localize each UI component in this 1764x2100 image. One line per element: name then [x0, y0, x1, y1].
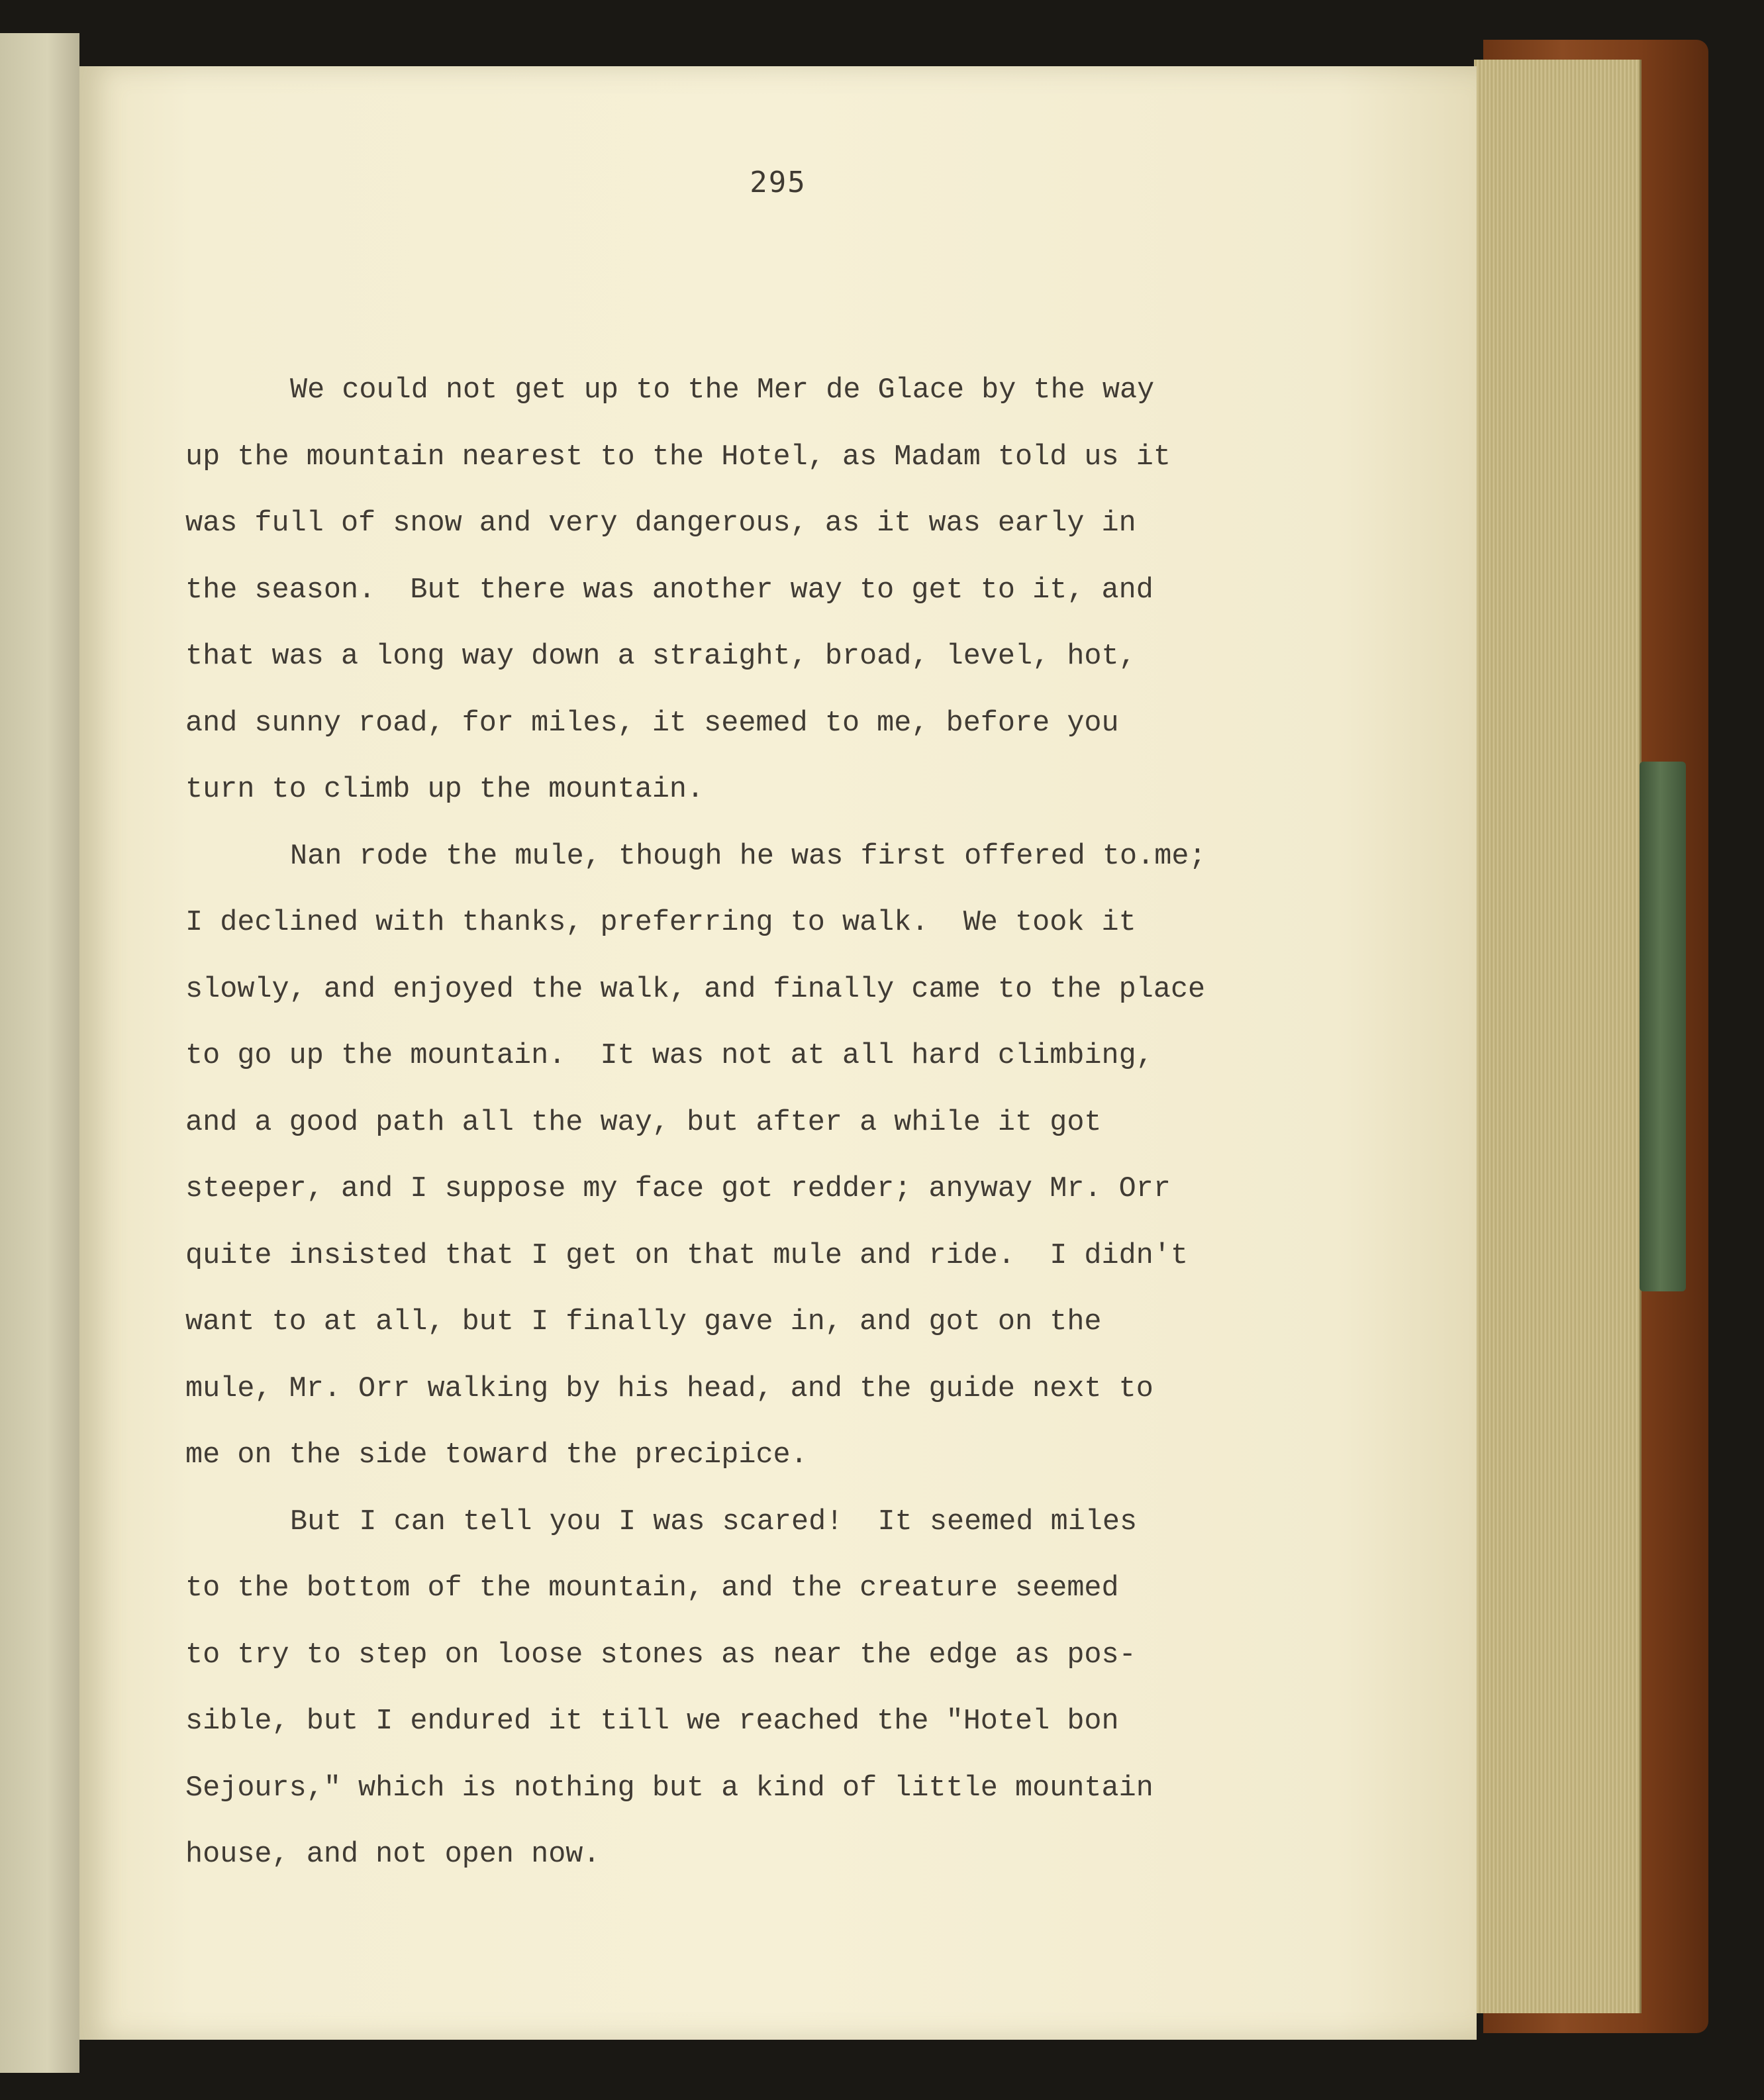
- text-line: and sunny road, for miles, it seemed to me, before you: [185, 707, 1119, 740]
- text-line: was full of snow and very dangerous, as it was early in: [185, 507, 1136, 540]
- text-line: to try to step on loose stones as near the edge as pos-: [185, 1638, 1136, 1672]
- facing-page: [0, 33, 79, 2073]
- text-line: the season. But there was another way to get to it, and: [185, 574, 1153, 607]
- ribbon-bookmark: [1640, 762, 1686, 1291]
- text-line: slowly, and enjoyed the walk, and finally came to the place: [185, 973, 1206, 1006]
- text-line: that was a long way down a straight, broad, level, hot,: [185, 640, 1136, 673]
- text-line: turn to climb up the mountain.: [185, 774, 705, 806]
- text-line: Nan rode the mule, though he was first offered to.me;: [290, 840, 1206, 873]
- text-line: We could not get up to the Mer de Glace by the way: [290, 374, 1155, 407]
- text-line: and a good path all the way, but after a while it got: [185, 1106, 1102, 1139]
- text-line: want to at all, but I finally gave in, and got on the: [185, 1306, 1102, 1338]
- text-line: But I can tell you I was scared! It seemed miles: [290, 1505, 1138, 1538]
- text-line: me on the side toward the precipice.: [185, 1439, 808, 1472]
- page-text: [185, 358, 1444, 1889]
- text-line: to go up the mountain. It was not at all hard climbing,: [185, 1040, 1153, 1072]
- text-line: to the bottom of the mountain, and the creature seemed: [185, 1572, 1119, 1605]
- typewritten-page: [79, 66, 1477, 2040]
- text-line: I declined with thanks, preferring to walk. We took it: [185, 907, 1136, 939]
- page-number: 295: [750, 166, 807, 199]
- text-line: sible, but I endured it till we reached the "Hotel bon: [185, 1705, 1119, 1738]
- text-line: house, and not open now.: [185, 1838, 601, 1871]
- text-line: up the mountain nearest to the Hotel, as Madam told us it: [185, 440, 1171, 474]
- page-fore-edge: [1474, 60, 1642, 2013]
- text-line: mule, Mr. Orr walking by his head, and the guide next to: [185, 1372, 1153, 1405]
- text-line: quite insisted that I get on that mule and ride. I didn't: [185, 1239, 1189, 1272]
- text-line: steeper, and I suppose my face got redder; anyway Mr. Orr: [185, 1173, 1171, 1205]
- text-line: Sejours," which is nothing but a kind of little mountain: [185, 1772, 1153, 1805]
